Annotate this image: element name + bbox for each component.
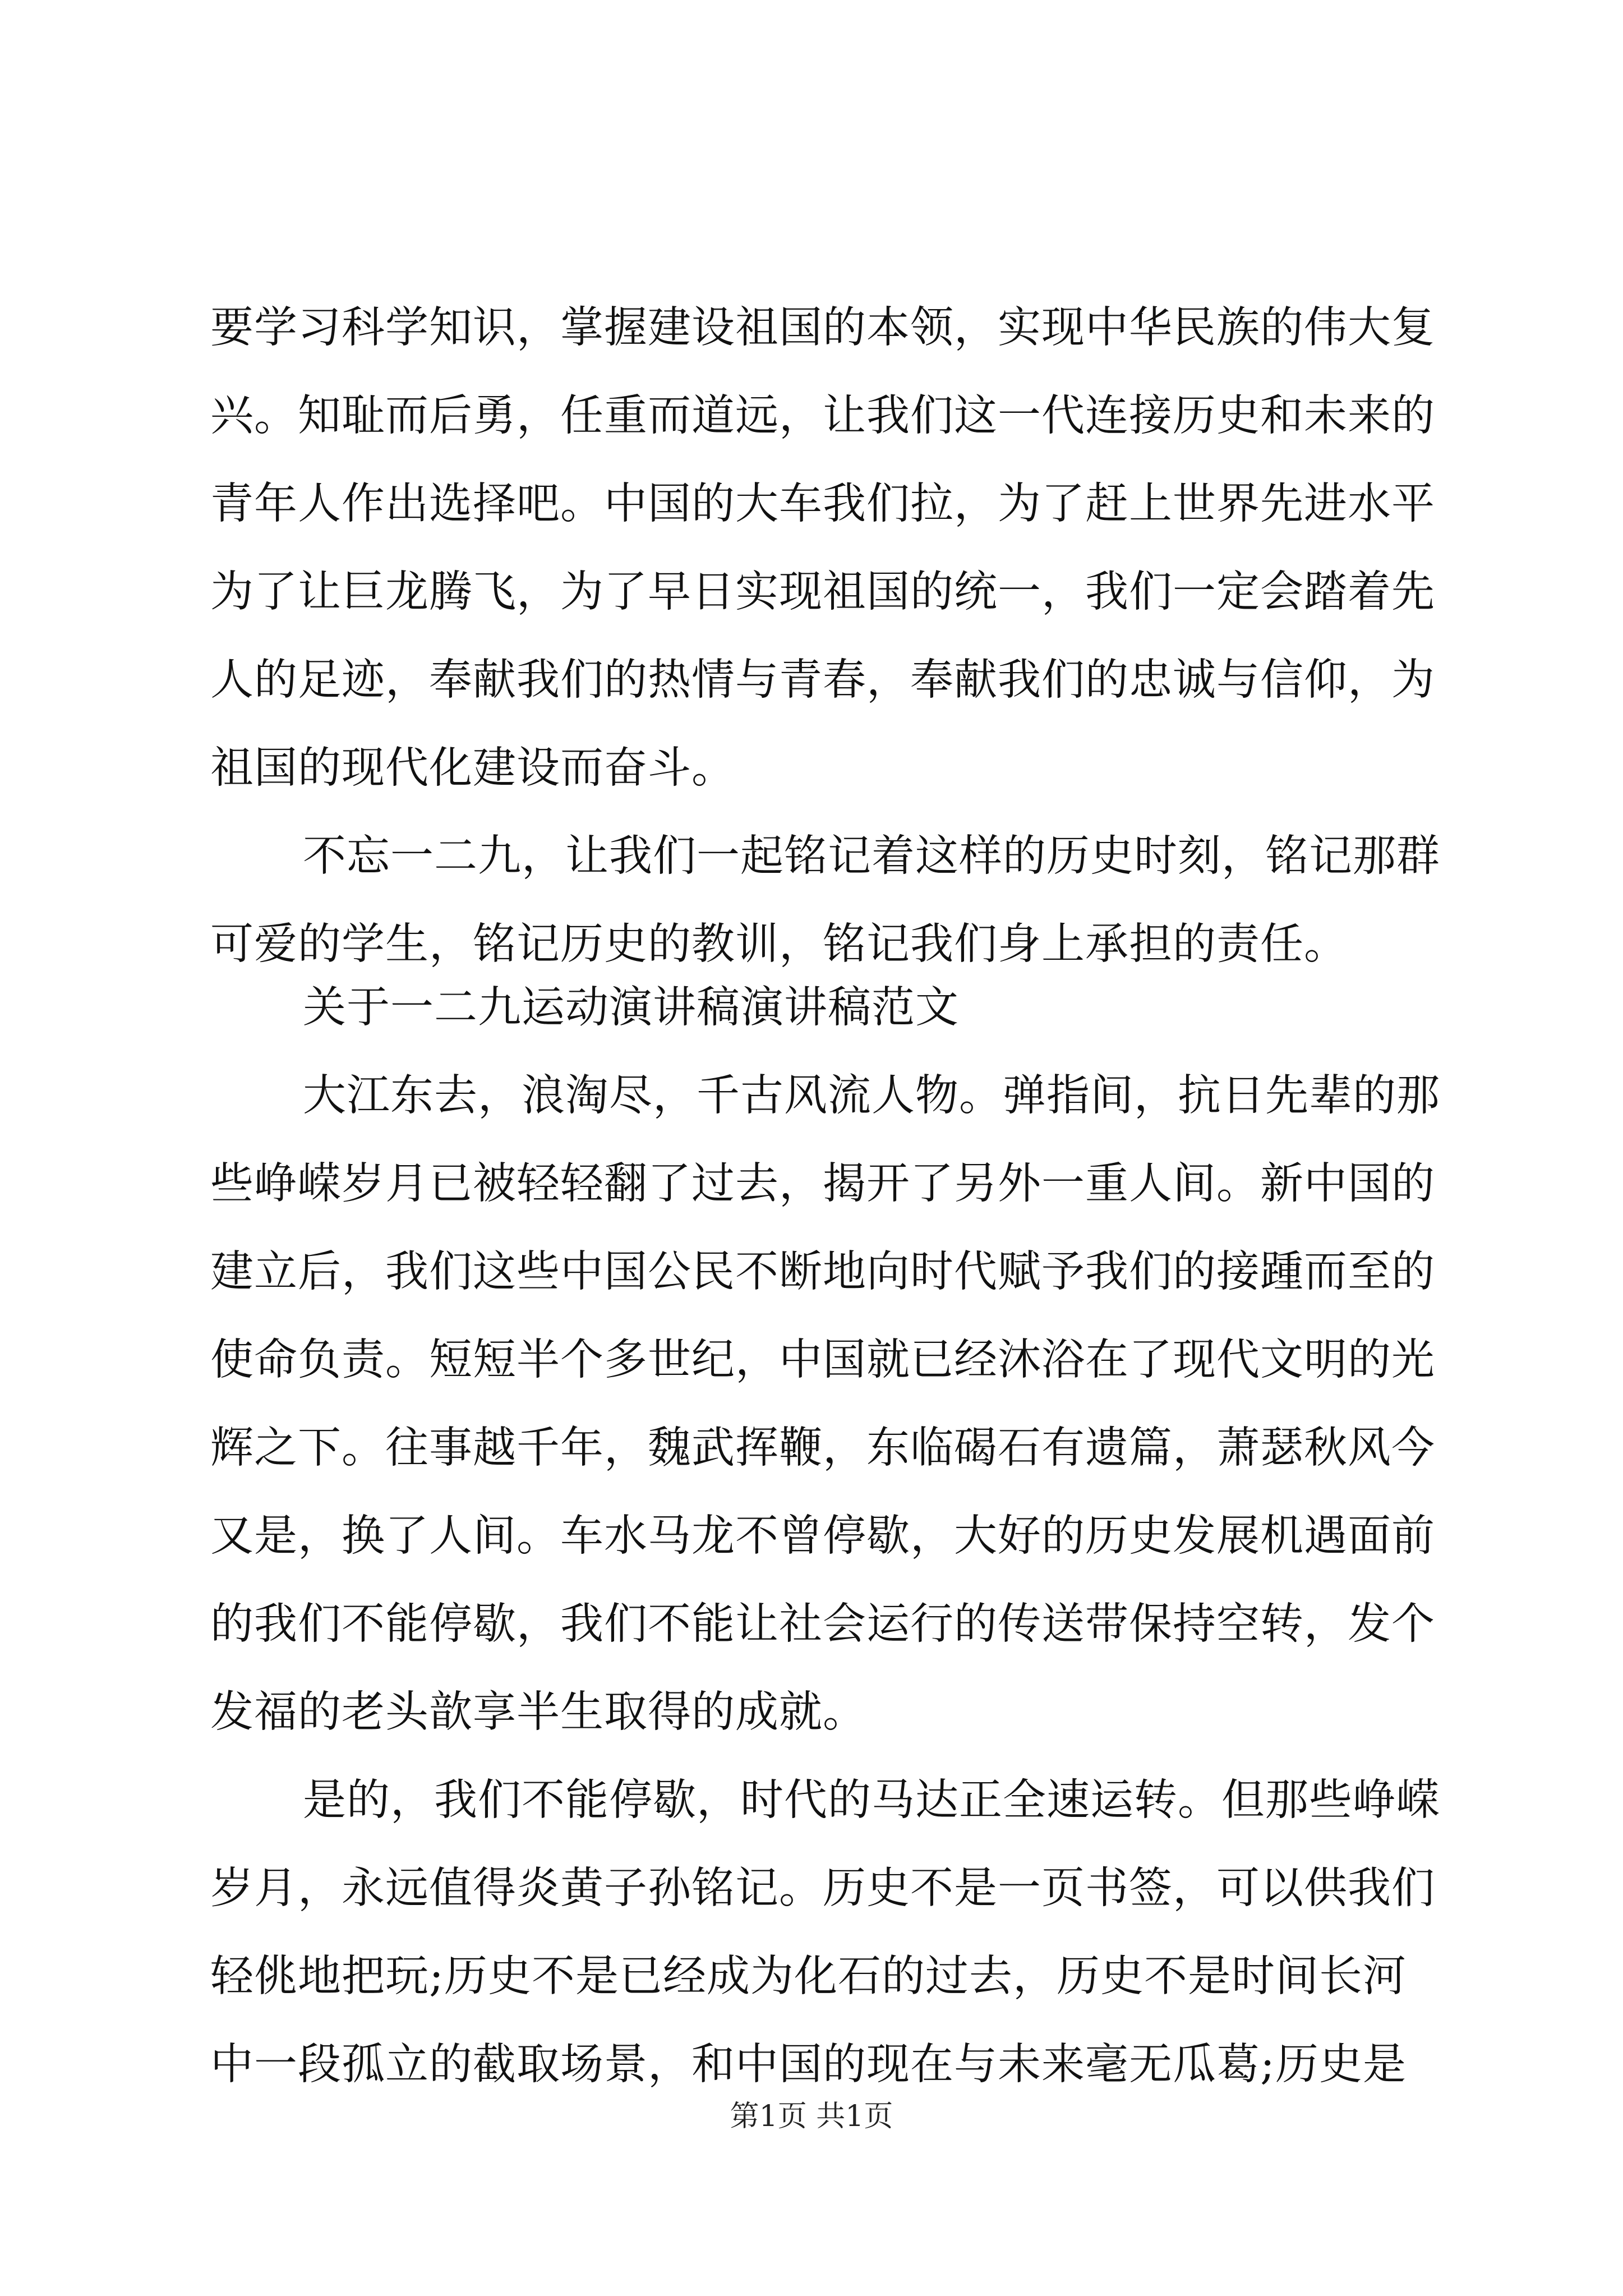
text-line: 岁月，永远值得炎黄子孙铭记。历史不是一页书签，可以供我们 [210, 1864, 1435, 1913]
text-line: 大江东去，浪淘尽，千古风流人物。弹指间，抗日先辈的那 [303, 1071, 1440, 1121]
text-line: 是的，我们不能停歇，时代的马达正全速运转。但那些峥嵘 [303, 1775, 1440, 1825]
text-line: 为了让巨龙腾飞，为了早日实现祖国的统一，我们一定会踏着先 [210, 567, 1435, 617]
text-line: 发福的老头歆享半生取得的成就。 [210, 1687, 866, 1737]
text-line: 使命负责。短短半个多世纪，中国就已经沐浴在了现代文明的光 [210, 1335, 1435, 1385]
text-line: 中一段孤立的截取场景，和中国的现在与未来毫无瓜葛;历史是 [210, 2040, 1407, 2090]
text-line: 又是，换了人间。车水马龙不曾停歇，大好的历史发展机遇面前 [210, 1511, 1435, 1561]
text-line: 的我们不能停歇，我们不能让社会运行的传送带保持空转，发个 [210, 1599, 1435, 1649]
text-line: 祖国的现代化建设而奋斗。 [210, 743, 735, 793]
text-line: 辉之下。往事越千年，魏武挥鞭，东临碣石有遗篇，萧瑟秋风今 [210, 1423, 1435, 1473]
page-footer: 第1页 共1页 [730, 2100, 893, 2133]
text-line: 轻佻地把玩;历史不是已经成为化石的过去，历史不是时间长河 [210, 1952, 1407, 2001]
text-line: 兴。知耻而后勇，任重而道远，让我们这一代连接历史和未来的 [210, 391, 1435, 441]
text-line: 人的足迹，奉献我们的热情与青春，奉献我们的忠诚与信仰，为 [210, 655, 1435, 705]
text-line: 建立后，我们这些中国公民不断地向时代赋予我们的接踵而至的 [210, 1247, 1435, 1297]
text-line: 些峥嵘岁月已被轻轻翻了过去，揭开了另外一重人间。新中国的 [210, 1159, 1435, 1209]
text-line: 可爱的学生，铭记历史的教训，铭记我们身上承担的责任。 [210, 919, 1348, 969]
text-line: 青年人作出选择吧。中国的大车我们拉，为了赶上世界先进水平 [210, 479, 1435, 529]
section-heading: 关于一二九运动演讲稿演讲稿范文 [303, 983, 959, 1033]
text-line: 要学习科学知识，掌握建设祖国的本领，实现中华民族的伟大复 [210, 303, 1435, 353]
text-line: 不忘一二九，让我们一起铭记着这样的历史时刻，铭记那群 [303, 831, 1440, 881]
